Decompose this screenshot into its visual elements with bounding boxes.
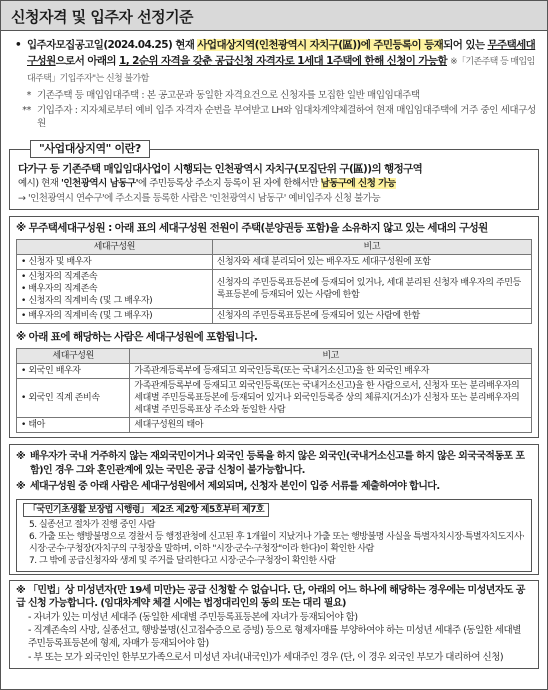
list-item: 6. 가출 또는 행방불명으로 경찰서 등 행정관청에 신고된 후 1개월이 지났거나 가출 또는 행방불명 사실을 특별자치시장·특별자치도지사·시장·군수·구청장(자치구의 구청장을 말하며, 이하 "시장·군수·구청장"이라 한다)이 확인한 사람 [29, 532, 525, 555]
list-item: - 부 또는 모가 외국인인 한부모가족으로서 미성년 자녀(내국인)가 세대주인 경우 (단, 이 경우 외국인 부모가 대리하여 신청) [28, 652, 504, 664]
table-header: 비고 [212, 239, 531, 254]
table-row: • 태아 세대구성원의 태아 [17, 418, 532, 433]
note-line: ** 기입주자 : 지자체로부터 예비 입주 자격자 순번을 부여받고 LH와 임대차계약체결하여 현재 매입임대주택에 거주 중인 세대구성원 [22, 104, 536, 129]
notice-line: ※ 세대구성원 중 아래 사람은 세대구성원에서 제외되며, 신청자 본인이 입증 서류를 제출하여야 합니다. [16, 481, 440, 493]
minor-notice-box [9, 580, 539, 669]
exclusion-law-ref: 「국민기초생활 보장법 시행령」 제2조 제2항 제5호부터 제7호 [23, 503, 269, 517]
table-header: 세대구성원 [17, 239, 213, 254]
table-row: • 신청자 및 배우자 신청자와 세대 분리되어 있는 배우자도 세대구성원에 포함 [17, 254, 532, 269]
notice-line: ※ 배우자가 국내 거주하지 않는 재외국민이거나 외국인 등록을 하지 않은 외국인(국내거소신고를 하지 않은 외국국적동포 포함)인 경우 그와 혼인관계에 있는 국민은 공급 신청이 불가능합니다. [16, 451, 525, 476]
table-header: 비고 [130, 348, 532, 363]
list-item: 5. 실종선고 절차가 진행 중인 사람 [29, 520, 155, 531]
main-eligibility-bullet: • 입주자모집공고일(2024.04.25) 현재 사업대상지역(인천광역시 자치구(區))에 주민등록이 등재되어 있는 무주택세대구성원으로서 아래의 1, 2순위 자격을 갖춘 공급신청 자격자로 1세대 1주택에 한해 신청이 가능함 ※「기존주택 등 매입임대주택」기입주자"는 신청 불가함 [9, 37, 539, 87]
definition-notes [9, 90, 539, 130]
table-row: • 외국인 배우자 가족관계등록부에 등재되고 외국인등록(또는 국내거소신고)을 한 외국인 배우자 [17, 363, 532, 378]
region-example: 예시) 현재 '인천광역시 남동구'에 주민등록상 주소지 등록이 된 자에 한해서만 남동구에 신청 가능 [18, 177, 396, 189]
note-line: * 기존주택 등 매입임대주택 : 본 공고문과 동일한 자격요건으로 신청자를 모집한 일반 매입임대주택 [26, 90, 420, 102]
exclusion-list [16, 499, 532, 572]
table-row: • 신청자의 직계존속 • 배우자의 직계존속 • 신청자의 직계비속 (및 그 배우자) 신청자의 주민등록표등본에 등재되어 있거나, 세대 분리된 신청자 배우자의 주민등록표등본에 등재되어 있는 사람에 한함 [17, 269, 532, 308]
list-item: - 자녀가 있는 미성년 세대주 (동일한 세대별 주민등록표등본에 자녀가 등재되어야 함) [28, 611, 358, 623]
region-tag: "사업대상지역" 이란? [30, 140, 150, 159]
list-item: - 직계존속의 사망, 실종선고, 행방불명(신고접수증으로 증빙) 등으로 형제자매를 부양하여야 하는 미성년 세대주 (동일한 세대별 주민등록표등본에 형제, 자매가 등재되어야 함) [28, 625, 521, 650]
table-row: • 배우자의 직계비속 (및 그 배우자) 신청자의 주민등록표등본에 등재되어 있는 사람에 한함 [17, 309, 532, 324]
spouse-notice-box [9, 444, 539, 574]
table-header: 세대구성원 [17, 348, 130, 363]
household-table [16, 239, 532, 325]
region-counter-example: → '인천광역시 연수구'에 주소지를 등록한 사람은 '인천광역시 남동구' 예비입주자 신청 불가능 [18, 192, 381, 204]
table-row: • 외국인 직계 존비속 가족관계등록부에 등재되고 외국인등록(또는 국내거소신고)을 한 사람으로서, 신청자 또는 분리배우자의 세대별 주민등록표등본에 등재되어 있거나 외국인등록증 상의 체류지(거소)가 신청자 또는 분리배우자의 세대별 주민등록표상 주소와 동일한 사람 [17, 378, 532, 417]
included-table [16, 348, 532, 434]
minor-lead: ※ 「민법」상 미성년자(만 19세 미만)는 공급 신청할 수 없습니다. 단, 아래의 어느 하나에 해당하는 경우에는 미성년자도 공급 신청 가능합니다. (임대차계약 체결 시에는 법정대리인의 동의 또는 대리 필요) [16, 584, 525, 610]
section-title: 신청자격 및 입주자 선정기준 [1, 1, 547, 31]
business-region-box [9, 141, 539, 211]
list-item: 7. 그 밖에 공급신청자와 생계 및 주거를 달리한다고 시장·군수·구청장이 확인한 사람 [29, 556, 336, 567]
bullet-dot: • [14, 39, 22, 51]
region-definition: 다가구 등 기존주택 매입임대사업이 시행되는 인천광역시 자치구(모집단위 구(區))의 행정구역 [18, 162, 423, 175]
household-box [9, 216, 539, 438]
included-title: ※ 아래 표에 해당하는 사람은 세대구성원에 포함됩니다. [16, 331, 258, 344]
existing-tenant-note: ※「기존주택 등 매입임대주택」기입주자"는 신청 불가함 [27, 57, 535, 85]
household-title: ※ 무주택세대구성원 : 아래 표의 세대구성원 전원이 주택(분양권등 포함)을 소유하지 않고 있는 세대의 구성원 [16, 222, 488, 235]
